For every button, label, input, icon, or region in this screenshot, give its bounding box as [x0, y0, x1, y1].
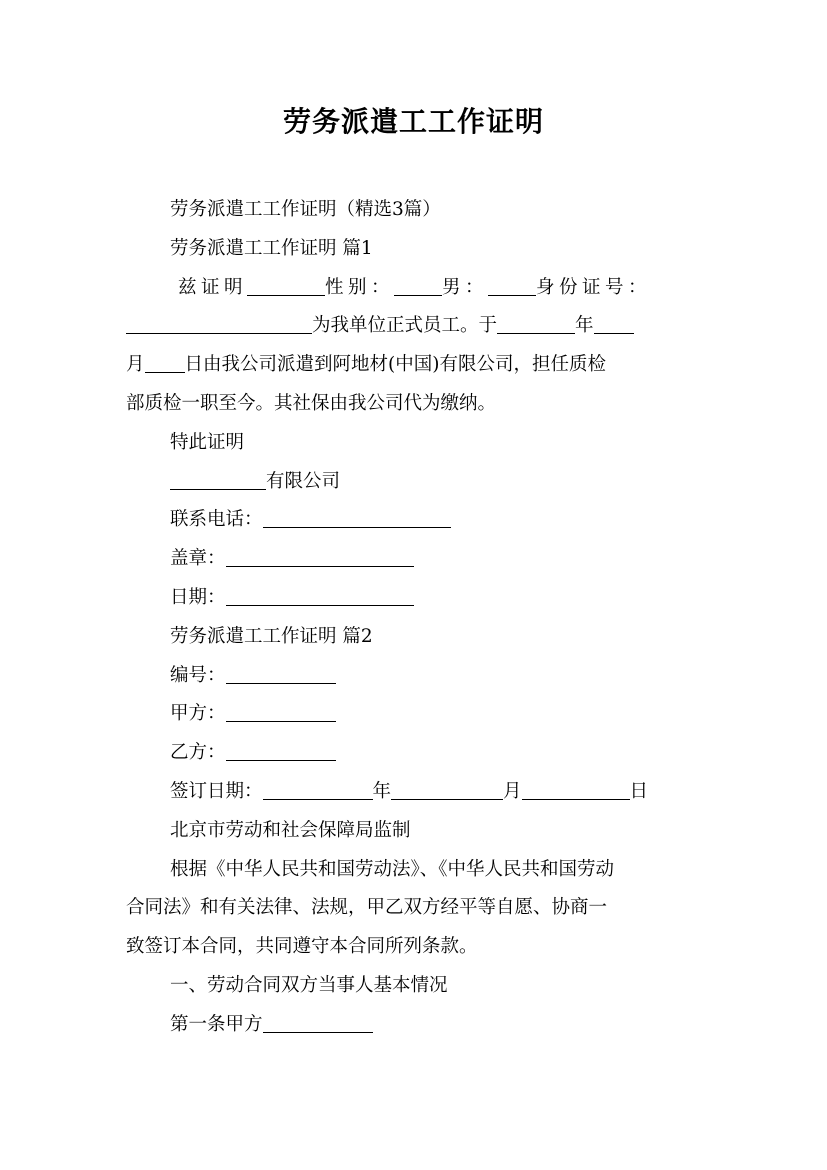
cert-text: 性别：	[325, 276, 395, 298]
sign-date-line	[126, 773, 706, 812]
certificate-line-1	[126, 269, 706, 308]
sign-year-blank	[263, 780, 373, 800]
party-b-blank	[226, 742, 336, 762]
seal-blank	[226, 548, 414, 568]
cert-text: 日由我公司派遣到阿地材(中国)有限公司，担任质检	[184, 354, 606, 376]
sign-month-blank	[391, 780, 503, 800]
month-char: 月	[503, 780, 522, 802]
certificate-line-2	[126, 307, 706, 346]
seal-label: 盖章：	[170, 548, 226, 570]
article-1-label: 第一条甲方	[170, 1013, 263, 1035]
company-line	[126, 463, 706, 502]
number-line	[126, 657, 706, 696]
party-a-label: 甲方：	[170, 703, 226, 725]
basis-line-3: 致签订本合同，共同遵守本合同所列条款。	[126, 936, 478, 958]
cert-text: 兹证明	[178, 276, 248, 298]
year-char: 年	[372, 780, 392, 802]
cert-text: 年	[575, 315, 594, 337]
supervisor-line: 北京市劳动和社会保障局监制	[170, 819, 411, 841]
sign-day-blank	[522, 780, 630, 800]
section2-heading: 劳务派遣工工作证明 篇2	[170, 625, 373, 647]
hereby-certify: 特此证明	[170, 431, 245, 453]
basis-line-2: 合同法》和有关法律、法规，甲乙双方经平等自愿、协商一	[126, 897, 608, 919]
party-b-label: 乙方：	[170, 742, 226, 764]
cert-text: 男：	[442, 276, 489, 298]
day-blank	[145, 354, 185, 374]
party-b-line	[126, 734, 706, 773]
phone-blank	[263, 509, 451, 529]
year-blank	[497, 315, 575, 335]
certificate-line-4: 部质检一职至今。其社保由我公司代为缴纳。	[126, 392, 497, 414]
date-line	[126, 579, 706, 618]
party-a-blank	[226, 703, 336, 723]
seal-line	[126, 540, 706, 579]
basis-line-1: 根据《中华人民共和国劳动法》、《中华人民共和国劳动	[170, 858, 615, 880]
cert-text: 身份证号：	[536, 276, 652, 298]
day-char: 日	[629, 780, 649, 802]
phone-label: 联系电话：	[170, 509, 263, 531]
id-number-blank	[126, 315, 312, 335]
gender-blank	[394, 276, 442, 296]
name-blank	[247, 276, 325, 296]
party-a-line	[126, 695, 706, 734]
certificate-line-3	[126, 346, 706, 385]
chapter-1-heading: 一、劳动合同双方当事人基本情况	[170, 974, 448, 996]
subtitle: 劳务派遣工工作证明（精选3篇）	[170, 199, 441, 220]
company-name-blank	[170, 470, 266, 490]
number-label: 编号：	[170, 664, 226, 686]
date-label: 日期：	[170, 586, 226, 608]
phone-line	[126, 501, 706, 540]
male-blank	[488, 276, 536, 296]
company-suffix: 有限公司	[266, 470, 341, 492]
date-blank	[226, 586, 414, 606]
article-1-line	[126, 1006, 706, 1045]
document-title: 劳务派遣工工作证明	[282, 105, 544, 138]
cert-text: 月	[126, 354, 145, 376]
cert-text: 为我单位正式员工。于	[312, 315, 498, 337]
sign-date-label: 签订日期：	[170, 780, 263, 802]
month-blank	[594, 315, 634, 335]
section1-heading: 劳务派遣工工作证明 篇1	[170, 237, 373, 259]
article-1-blank	[263, 1013, 373, 1033]
document-body	[126, 191, 706, 1045]
number-blank	[226, 664, 336, 684]
